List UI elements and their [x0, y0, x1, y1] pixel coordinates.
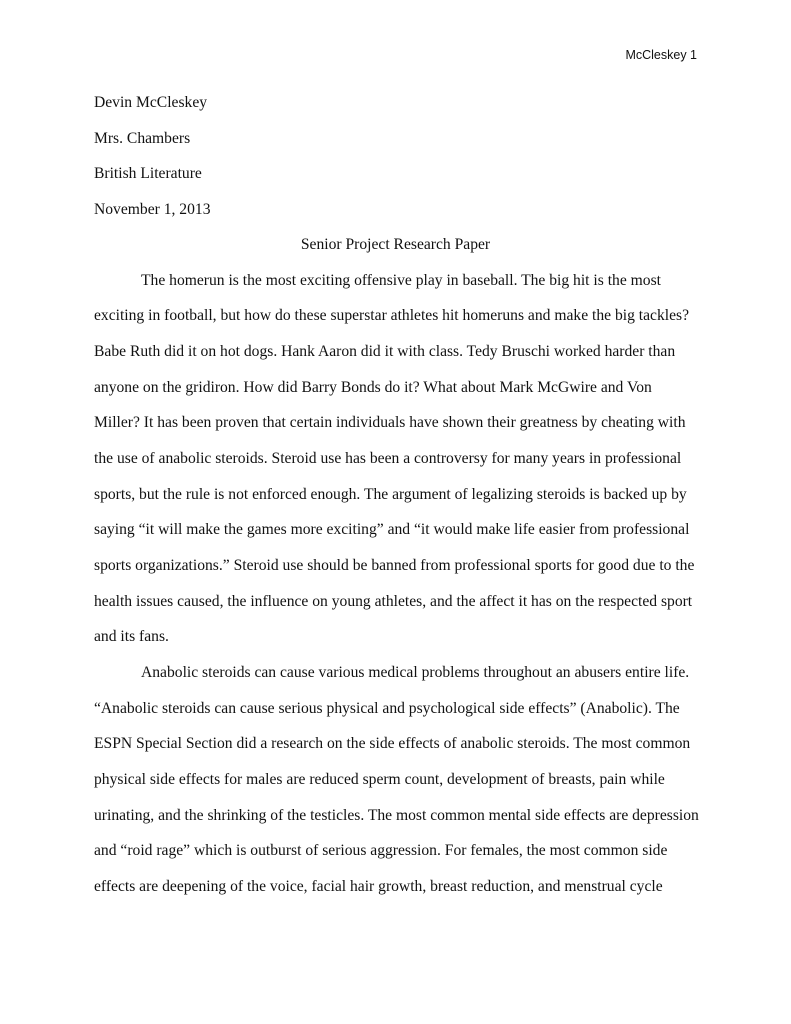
- paragraph-1-line: exciting in football, but how do these superstar athletes hit homeruns and make the big tackles?: [94, 307, 690, 324]
- paragraph-2-line: ESPN Special Section did a research on the side effects of anabolic steroids. The most common: [94, 735, 691, 752]
- paragraph-1-line: sports, but the rule is not enforced enough. The argument of legalizing steroids is backed up by: [94, 486, 687, 503]
- paragraph-1-line: health issues caused, the influence on young athletes, and the affect it has on the respected sport: [94, 593, 693, 610]
- paper-title: Senior Project Research Paper: [300, 236, 491, 253]
- paragraph-2-line: urinating, and the shrinking of the testicles. The most common mental side effects are depression: [94, 807, 699, 824]
- paragraph-1-line: Miller? It has been proven that certain individuals have shown their greatness by cheating with: [94, 414, 686, 431]
- paragraph-1-line: sports organizations.” Steroid use should be banned from professional sports for good due to the: [94, 557, 695, 574]
- course-name: British Literature: [94, 165, 202, 182]
- paragraph-2-line: Anabolic steroids can cause various medical problems throughout an abusers entire life.: [141, 664, 690, 681]
- teacher-name: Mrs. Chambers: [94, 130, 191, 147]
- paragraph-1-line: Babe Ruth did it on hot dogs. Hank Aaron did it with class. Tedy Bruschi worked harder than: [94, 343, 676, 360]
- paragraph-2-line: “Anabolic steroids can cause serious physical and psychological side effects” (Anabolic). The: [94, 700, 680, 717]
- paragraph-1-line: the use of anabolic steroids. Steroid use has been a controversy for many years in professional: [94, 450, 682, 467]
- student-name: Devin McCleskey: [94, 94, 208, 111]
- paragraph-2-line: and “roid rage” which is outburst of serious aggression. For females, the most common side: [94, 842, 668, 859]
- paragraph-1-line: and its fans.: [94, 628, 169, 645]
- paragraph-1-line: The homerun is the most exciting offensive play in baseball. The big hit is the most: [141, 272, 661, 289]
- paragraph-2-line: physical side effects for males are reduced sperm count, development of breasts, pain while: [94, 771, 665, 788]
- running-head: McCleskey 1: [625, 48, 697, 62]
- paragraph-1-line: anyone on the gridiron. How did Barry Bonds do it? What about Mark McGwire and Von: [94, 379, 652, 396]
- date: November 1, 2013: [94, 201, 211, 218]
- paragraph-2-line: effects are deepening of the voice, facial hair growth, breast reduction, and menstrual cycle: [94, 878, 663, 895]
- paragraph-1-line: saying “it will make the games more exciting” and “it would make life easier from professional: [94, 521, 690, 538]
